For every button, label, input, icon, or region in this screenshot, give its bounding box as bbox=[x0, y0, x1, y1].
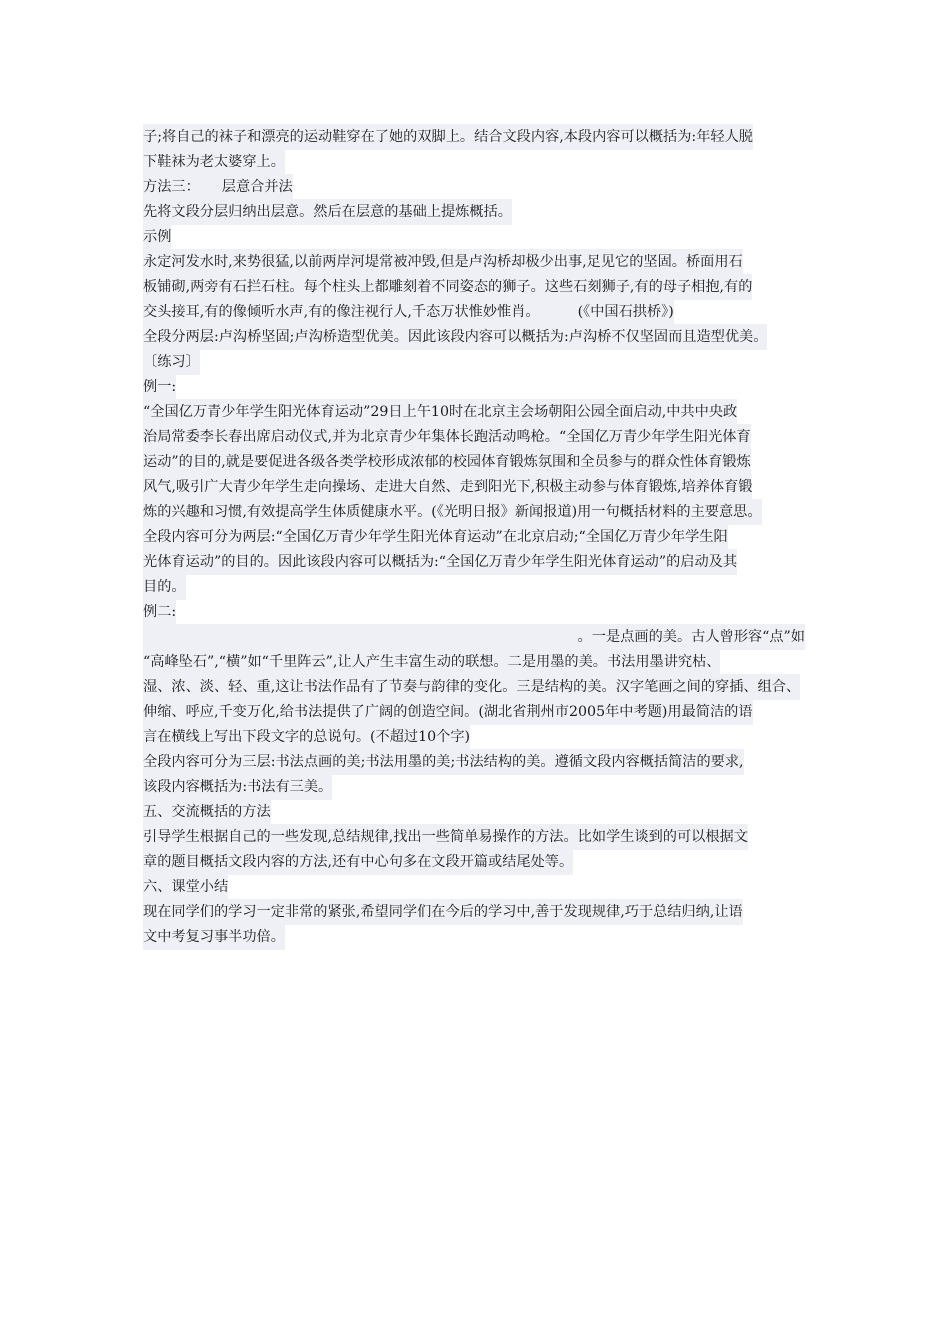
source-citation: (《中国石拱桥》) bbox=[577, 304, 674, 320]
text-line: 现在同学们的学习一定非常的紧张,希望同学们在今后的学习中,善于发现规律,巧于总结归纳,让语 bbox=[143, 899, 743, 925]
text-line: 风气,吸引广大青少年学生走向操场、走进大自然、走到阳光下,积极主动参与体育锻炼,培养体育锻 bbox=[143, 474, 752, 500]
text-line: 子;将自己的袜子和漂亮的运动鞋穿在了她的双脚上。结合文段内容,本段内容可以概括为:年轻人脱 bbox=[143, 124, 753, 150]
text-line: “高峰坠石”,“横”如“千里阵云”,让人产生丰富生动的联想。二是用墨的美。书法用墨讲究枯、 bbox=[143, 649, 720, 675]
section-heading: 五、交流概括的方法 bbox=[143, 799, 271, 825]
section-label: 〔练习〕 bbox=[143, 349, 200, 375]
text-line: 全段内容可分为两层:“全国亿万青少年学生阳光体育运动”在北京启动;“全国亿万青少年学生阳 bbox=[143, 524, 728, 550]
text-line: 目的。 bbox=[143, 574, 186, 600]
text-line: 运动”的目的,就是要促进各级各类学校形成浓郁的校园体育锻炼氛围和全员参与的群众性体育锻炼 bbox=[143, 449, 751, 475]
method-label: 方法三： bbox=[143, 179, 200, 195]
text-line: 湿、浓、淡、轻、重,这让书法作品有了节奏与韵律的变化。三是结构的美。汉字笔画之间的穿插、组合、 bbox=[143, 674, 800, 700]
text-line: 先将文段分层归纳出层意。然后在层意的基础上提炼概括。 bbox=[143, 199, 512, 225]
text-line: 文中考复习事半功倍。 bbox=[143, 924, 285, 950]
text-line: 伸缩、呼应,千变万化,给书法提供了广阔的创造空间。(湖北省荆州市2005年中考题)用最简洁的语 bbox=[143, 699, 753, 725]
text-line: 板铺砌,两旁有石拦石柱。每个柱头上都雕刻着不同姿态的狮子。这些石刻狮子,有的母子相抱,有的 bbox=[143, 274, 752, 300]
text-line: “全国亿万青少年学生阳光体育运动”29日上午10时在北京主会场朝阳公园全面启动,中共中央政 bbox=[143, 399, 737, 425]
text-line: 章的题目概括文段内容的方法,还有中心句多在文段开篇或结尾处等。 bbox=[143, 849, 573, 875]
section-label: 例二: bbox=[143, 599, 176, 625]
text-line bbox=[143, 299, 674, 325]
text-line: 引导学生根据自己的一些发现,总结规律,找出一些简单易操作的方法。比如学生谈到的可以根据文 bbox=[143, 824, 748, 850]
section-label: 例一: bbox=[143, 374, 176, 400]
text-fragment: 交头接耳,有的像倾听水声,有的像注视行人,千态万状惟妙惟肖。 bbox=[143, 304, 540, 320]
text-line: 永定河发水时,来势很猛,以前两岸河堤常被冲毁,但是卢沟桥却极少出事,足见它的坚固。桥面用石 bbox=[143, 249, 743, 275]
text-line: 治局常委李长春出席启动仪式,并为北京青少年集体长跑活动鸣枪。“全国亿万青少年学生阳光体育 bbox=[143, 424, 751, 450]
method-heading bbox=[143, 174, 293, 200]
answer-blank-line: 。一是点画的美。古人曾形容“点”如 bbox=[143, 624, 805, 650]
section-heading: 六、课堂小结 bbox=[143, 874, 228, 900]
text-line: 全段内容可分为三层:书法点画的美;书法用墨的美;书法结构的美。遵循文段内容概括简洁的要求, bbox=[143, 749, 744, 775]
text-line: 该段内容概括为:书法有三美。 bbox=[143, 774, 332, 800]
text-line: 全段分两层:卢沟桥坚固;卢沟桥造型优美。因此该段内容可以概括为:卢沟桥不仅坚固而且造型优美。 bbox=[143, 324, 767, 350]
text-line: 言在横线上写出下段文字的总说句。(不超过10个字) bbox=[143, 724, 470, 750]
text-line: 下鞋袜为老太婆穿上。 bbox=[143, 149, 285, 175]
section-label: 示例 bbox=[143, 224, 171, 250]
text-line: 光体育运动”的目的。因此该段内容可以概括为:“全国亿万青少年学生阳光体育运动”的启动及其 bbox=[143, 549, 737, 575]
text-line: 炼的兴趣和习惯,有效提高学生体质健康水平。(《光明日报》新闻报道)用一句概括材料的主要意思。 bbox=[143, 499, 762, 525]
method-name: 层意合并法 bbox=[221, 179, 293, 195]
